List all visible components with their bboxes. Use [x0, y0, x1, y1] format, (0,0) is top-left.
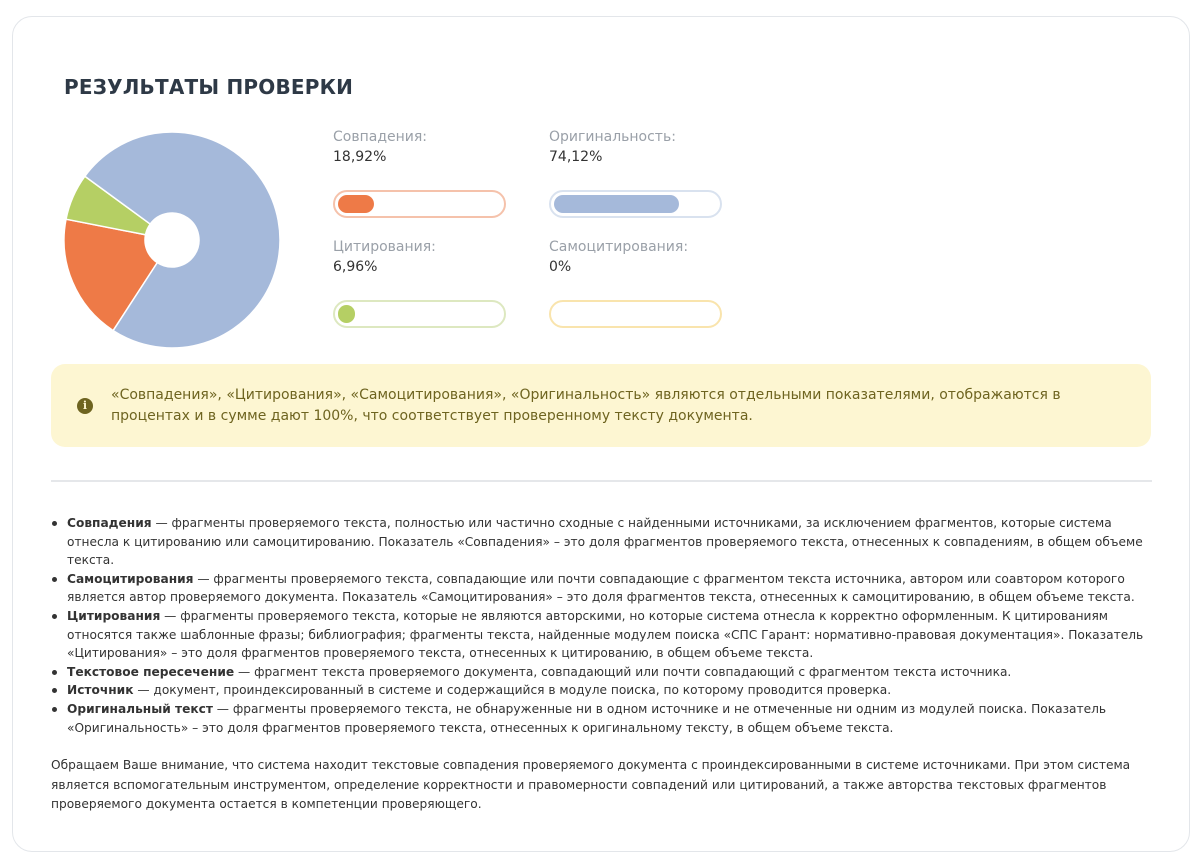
list-item — [51, 681, 1151, 700]
page-title: РЕЗУЛЬТАТЫ ПРОВЕРКИ — [64, 75, 354, 99]
info-notice — [51, 364, 1151, 447]
definition: — фрагменты проверяемого текста, которые не являются авторскими, но которые система отнесла к корректно оформленным. К цитированиям относятся также шаблонные фразы; библиография; фрагменты текста, найденные модулем поиска «СПС Гарант: нормативно-правовая документация». Показатель «Цитирования» – это доля фрагментов проверяемого текста, отнесенных к цитированию, в общем объеме текста. — [67, 608, 1144, 661]
definitions-list — [51, 514, 1151, 737]
definition: — фрагменты проверяемого текста, совпадающие или почти совпадающие с фрагментом текста источника, автором или соавтором которого является автор проверяемого документа. Показатель «Самоцитирования» – это доля фрагментов текста, отнесенных к самоцитированию, в общем объеме текста. — [67, 571, 1135, 605]
definition: — фрагменты проверяемого текста, полностью или частично сходные с найденными источниками, за исключением фрагментов, которые система отнесла к цитированию или самоцитированию. Показатель «Совпадения» – это доля фрагментов проверяемого текста, отнесенных к совпадениям, в общем объеме текста. — [67, 516, 1143, 568]
stat-value: 6,96% — [333, 259, 378, 275]
results-pie-chart — [61, 129, 285, 353]
stat-matches — [333, 129, 513, 218]
progress-bar — [549, 300, 722, 328]
definition: — документ, проиндексированный в системе и содержащийся в модуле поиска, по которому проводится проверка. — [133, 683, 892, 698]
stat-label: Самоцитирования: — [549, 239, 689, 255]
progress-fill — [338, 195, 374, 213]
term: Самоцитирования — [67, 571, 194, 586]
term: Источник — [67, 683, 134, 698]
stat-self-citations — [549, 239, 729, 328]
stat-label: Оригинальность: — [549, 129, 676, 145]
disclaimer-note: Обращаем Ваше внимание, что система находит текстовые совпадения проверяемого документа с проиндексированными в системе источниками. При этом система является вспомогательным инструментом, определение корректности и правомерности совпадений или цитирований, а также авторства текстовых фрагментов проверяемого документа остается в компетенции проверяющего. — [51, 758, 1131, 811]
stat-value: 0% — [549, 259, 572, 275]
stat-label: Цитирования: — [333, 239, 436, 255]
progress-bar — [333, 300, 506, 328]
progress-fill — [554, 195, 679, 213]
stat-label: Совпадения: — [333, 129, 428, 145]
progress-bar — [333, 190, 506, 218]
stat-value: 18,92% — [333, 149, 387, 165]
term: Оригинальный текст — [67, 701, 213, 716]
term: Цитирования — [67, 608, 161, 623]
list-item — [51, 700, 1151, 737]
definition: — фрагменты проверяемого текста, не обнаруженные ни в одном источнике и не отмеченные ни одним из модулей поиска. Показатель «Оригинальность» – это доля фрагментов проверяемого текста, отнесенных к оригинальному тексту, в общем объеме текста. — [67, 701, 1107, 735]
progress-bar — [549, 190, 722, 218]
stat-citations — [333, 239, 513, 328]
divider — [51, 480, 1152, 482]
term: Совпадения — [67, 516, 152, 530]
list-item — [51, 663, 1151, 682]
list-item — [51, 570, 1151, 607]
definition: — фрагмент текста проверяемого документа, совпадающий или почти совпадающий с фрагментом текста источника. — [234, 664, 1012, 679]
info-icon: i — [77, 398, 93, 414]
list-item — [51, 607, 1151, 663]
info-text: «Совпадения», «Цитирования», «Самоцитирования», «Оригинальность» являются отдельными показателями, отображаются в процентах и в сумме дают 100%, что соответствует проверенному тексту документа. — [111, 386, 1061, 424]
list-item — [51, 514, 1151, 570]
progress-fill — [338, 305, 355, 323]
term: Текстовое пересечение — [67, 664, 235, 679]
stat-value: 74,12% — [549, 149, 603, 165]
stat-originality — [549, 129, 729, 218]
